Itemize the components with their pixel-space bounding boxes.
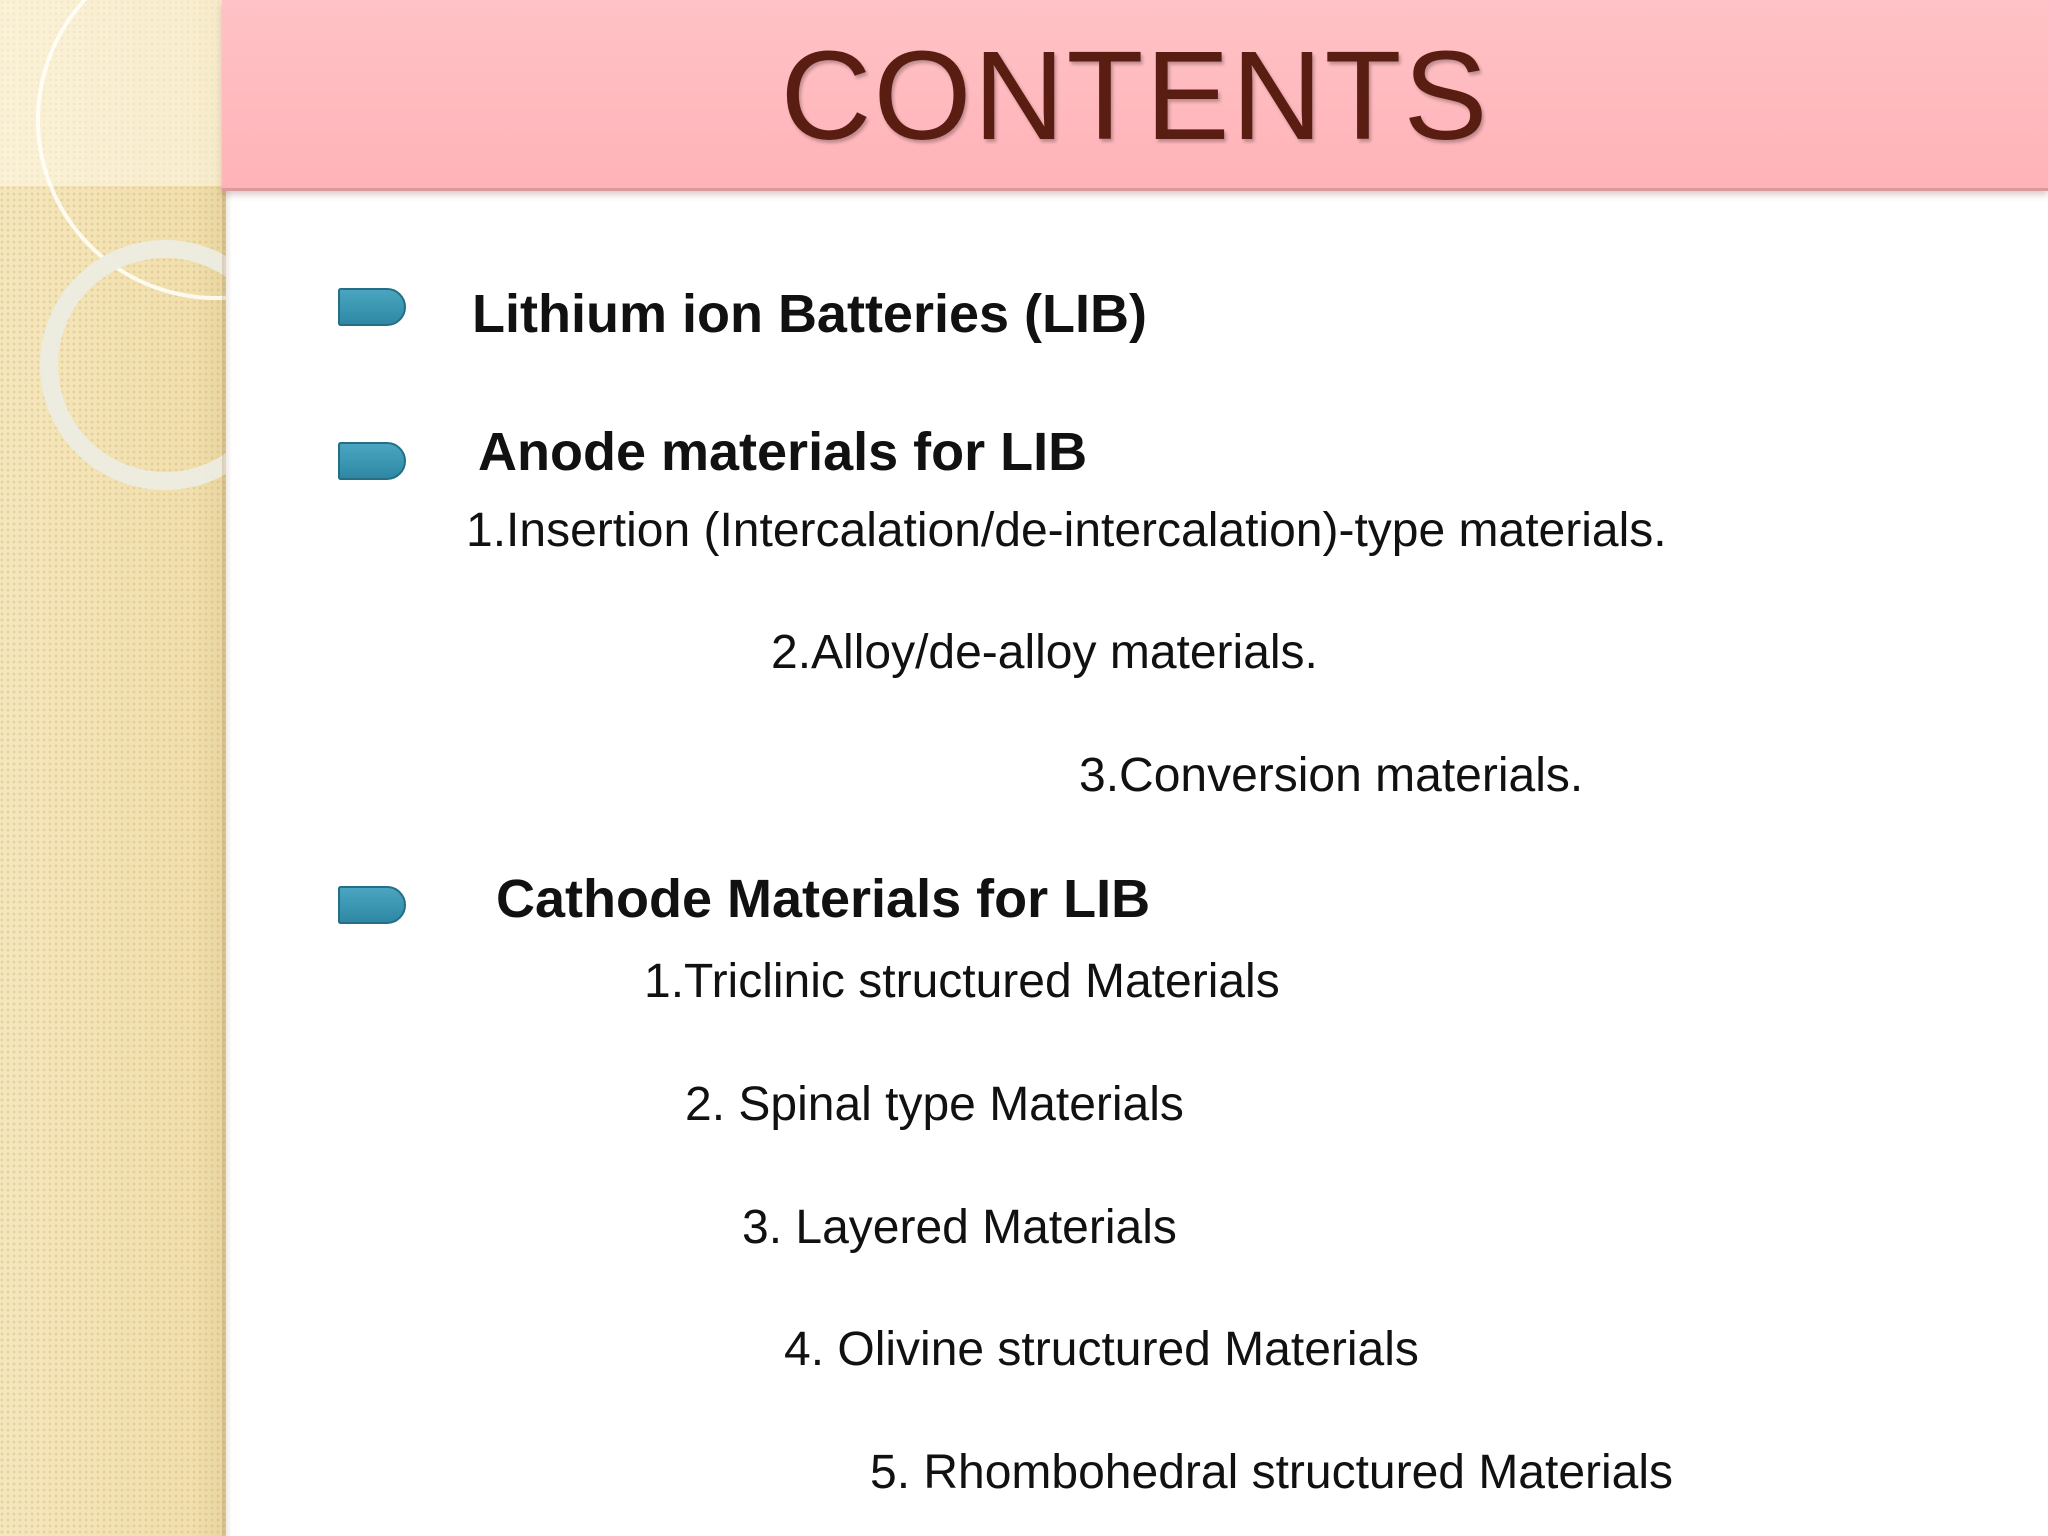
list-item: 5. Rhombohedral structured Materials	[870, 1446, 1674, 1499]
bullet-icon	[338, 442, 406, 480]
title-bar	[222, 0, 2048, 191]
list-item: 3.Conversion materials.	[1079, 749, 1584, 802]
list-item: 2.Alloy/de-alloy materials.	[771, 626, 1318, 679]
side-band-shadow	[222, 0, 232, 1536]
list-item: 4. Olivine structured Materials	[784, 1323, 1419, 1376]
list-item: 2. Spinal type Materials	[685, 1078, 1184, 1131]
bullet-icon	[338, 886, 406, 924]
list-item: 1.Insertion (Intercalation/de-intercalation)-type materials.	[466, 504, 1667, 557]
list-item: 3. Layered Materials	[742, 1201, 1177, 1254]
list-item: 1.Triclinic structured Materials	[644, 955, 1280, 1008]
section-heading-lib: Lithium ion Batteries (LIB)	[472, 284, 1147, 344]
section-heading-cathode: Cathode Materials for LIB	[496, 869, 1151, 929]
slide-title: CONTENTS	[780, 25, 1490, 166]
section-heading-anode: Anode materials for LIB	[478, 422, 1088, 482]
bullet-icon	[338, 288, 406, 326]
